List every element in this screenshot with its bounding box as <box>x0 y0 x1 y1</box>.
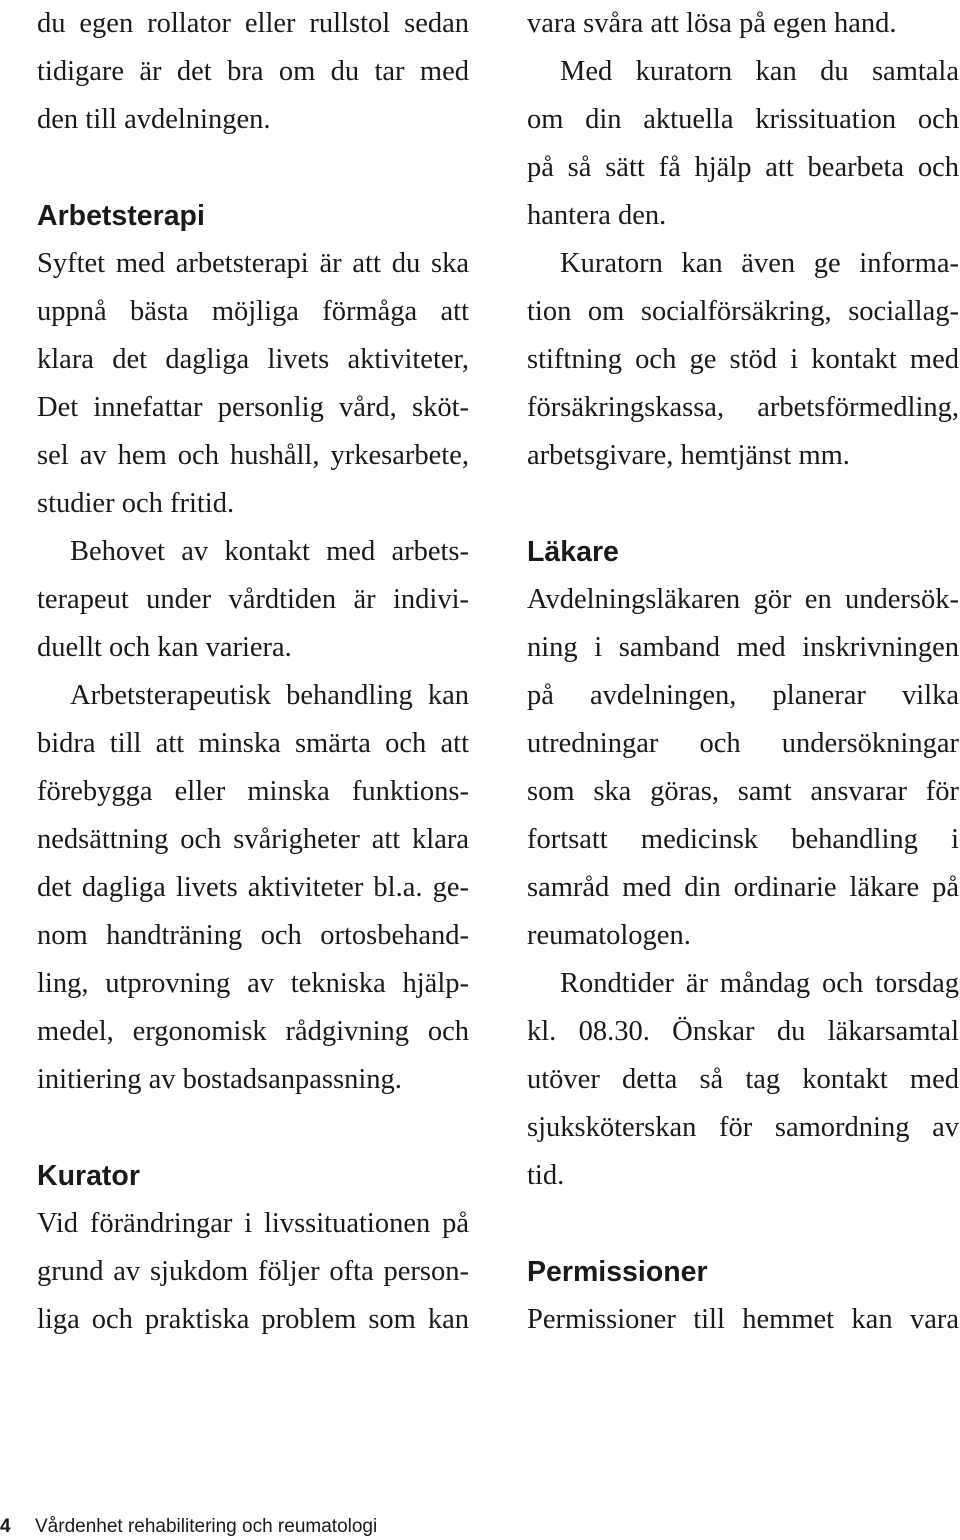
text-line: Vid förändringar i livssituationen på <box>37 1208 469 1239</box>
text-line: uppnå bästa möjliga förmåga att <box>37 296 469 327</box>
kurator-paragraph-1-continued <box>527 0 959 48</box>
text-line: ling, utprovning av tekniska hjälp- <box>37 968 469 999</box>
text-line: vara svåra att lösa på egen hand. <box>527 8 897 39</box>
text-line: samråd med din ordinarie läkare på <box>527 872 959 903</box>
text-line: Arbetsterapeutisk behandling kan <box>70 680 469 711</box>
text-line: det dagliga livets aktiviteter bl.a. ge- <box>37 872 469 903</box>
text-line: utredningar och undersökningar <box>527 728 959 759</box>
text-line: om din aktuella krissituation och <box>527 104 959 135</box>
text-line: Permissioner till hemmet kan vara <box>527 1304 959 1335</box>
text-line: Kuratorn kan även ge informa- <box>560 248 959 279</box>
page-number: 4 <box>0 1516 11 1537</box>
text-line: Avdelningsläkaren gör en undersök- <box>527 584 959 615</box>
arbetsterapi-paragraph-1 <box>37 240 469 528</box>
footer-title: Vårdenhet rehabilitering och reumatologi <box>35 1516 378 1537</box>
text-line: Det innefattar personlig vård, sköt- <box>37 392 469 423</box>
text-line: studier och fritid. <box>37 488 235 519</box>
text-line: sjuksköterskan för samordning av <box>527 1112 959 1143</box>
text-line: liga och praktiska problem som kan <box>37 1304 469 1335</box>
text-line: den till avdelningen. <box>37 104 271 135</box>
text-line: duellt och kan variera. <box>37 632 292 663</box>
left-column <box>37 0 469 1344</box>
text-line: sel av hem och hushåll, yrkesarbete, <box>37 440 469 471</box>
text-line: bidra till att minska smärta och att <box>37 728 469 759</box>
section-heading-arbetsterapi: Arbetsterapi <box>37 200 205 232</box>
text-line: grund av sjukdom följer ofta person- <box>37 1256 469 1287</box>
text-line: kl. 08.30. Önskar du läkarsamtal <box>527 1016 959 1047</box>
lakare-paragraph-1 <box>527 576 959 960</box>
text-line: initiering av bostadsanpassning. <box>37 1064 402 1095</box>
text-line: utöver detta så tag kontakt med <box>527 1064 959 1095</box>
text-line: Syftet med arbetsterapi är att du ska <box>37 248 469 279</box>
text-line: medel, ergonomisk rådgivning och <box>37 1016 469 1047</box>
right-column <box>527 0 959 1344</box>
permissioner-paragraph-1 <box>527 1296 959 1344</box>
text-line: stiftning och ge stöd i kontakt med <box>527 344 959 375</box>
text-line: tion om socialförsäkring, sociallag- <box>527 296 959 327</box>
text-line: nedsättning och svårigheter att klara <box>37 824 469 855</box>
arbetsterapi-paragraph-3 <box>37 672 469 1104</box>
text-line: tidigare är det bra om du tar med <box>37 56 469 87</box>
text-line: Behovet av kontakt med arbets- <box>70 536 469 567</box>
section-heading-permissioner: Permissioner <box>527 1256 708 1288</box>
section-heading-kurator: Kurator <box>37 1160 140 1192</box>
text-line: förebygga eller minska funktions- <box>37 776 469 807</box>
text-line: reumatologen. <box>527 920 691 951</box>
text-line: arbetsgivare, hemtjänst mm. <box>527 440 850 471</box>
text-line: nom handträning och ortosbehand- <box>37 920 469 951</box>
kurator-paragraph-1 <box>37 1200 469 1344</box>
kurator-paragraph-3 <box>527 240 959 480</box>
text-line: försäkringskassa, arbetsförmedling, <box>527 392 959 423</box>
text-line: som ska göras, samt ansvarar för <box>527 776 959 807</box>
text-line: på så sätt få hjälp att bearbeta och <box>527 152 959 183</box>
text-line: Med kuratorn kan du samtala <box>560 56 959 87</box>
text-line: tid. <box>527 1160 565 1191</box>
text-line: fortsatt medicinsk behandling i <box>527 824 959 855</box>
text-line: Rondtider är måndag och torsdag <box>560 968 959 999</box>
text-line: ning i samband med inskrivningen <box>527 632 959 663</box>
text-line: hantera den. <box>527 200 667 231</box>
text-line: på avdelningen, planerar vilka <box>527 680 959 711</box>
text-line: du egen rollator eller rullstol sedan <box>37 8 469 39</box>
text-line: klara det dagliga livets aktiviteter, <box>37 344 469 375</box>
lakare-paragraph-2 <box>527 960 959 1200</box>
intro-paragraph <box>37 0 469 144</box>
kurator-paragraph-2 <box>527 48 959 240</box>
arbetsterapi-paragraph-2 <box>37 528 469 672</box>
text-line: terapeut under vårdtiden är indivi- <box>37 584 469 615</box>
section-heading-lakare: Läkare <box>527 536 619 568</box>
